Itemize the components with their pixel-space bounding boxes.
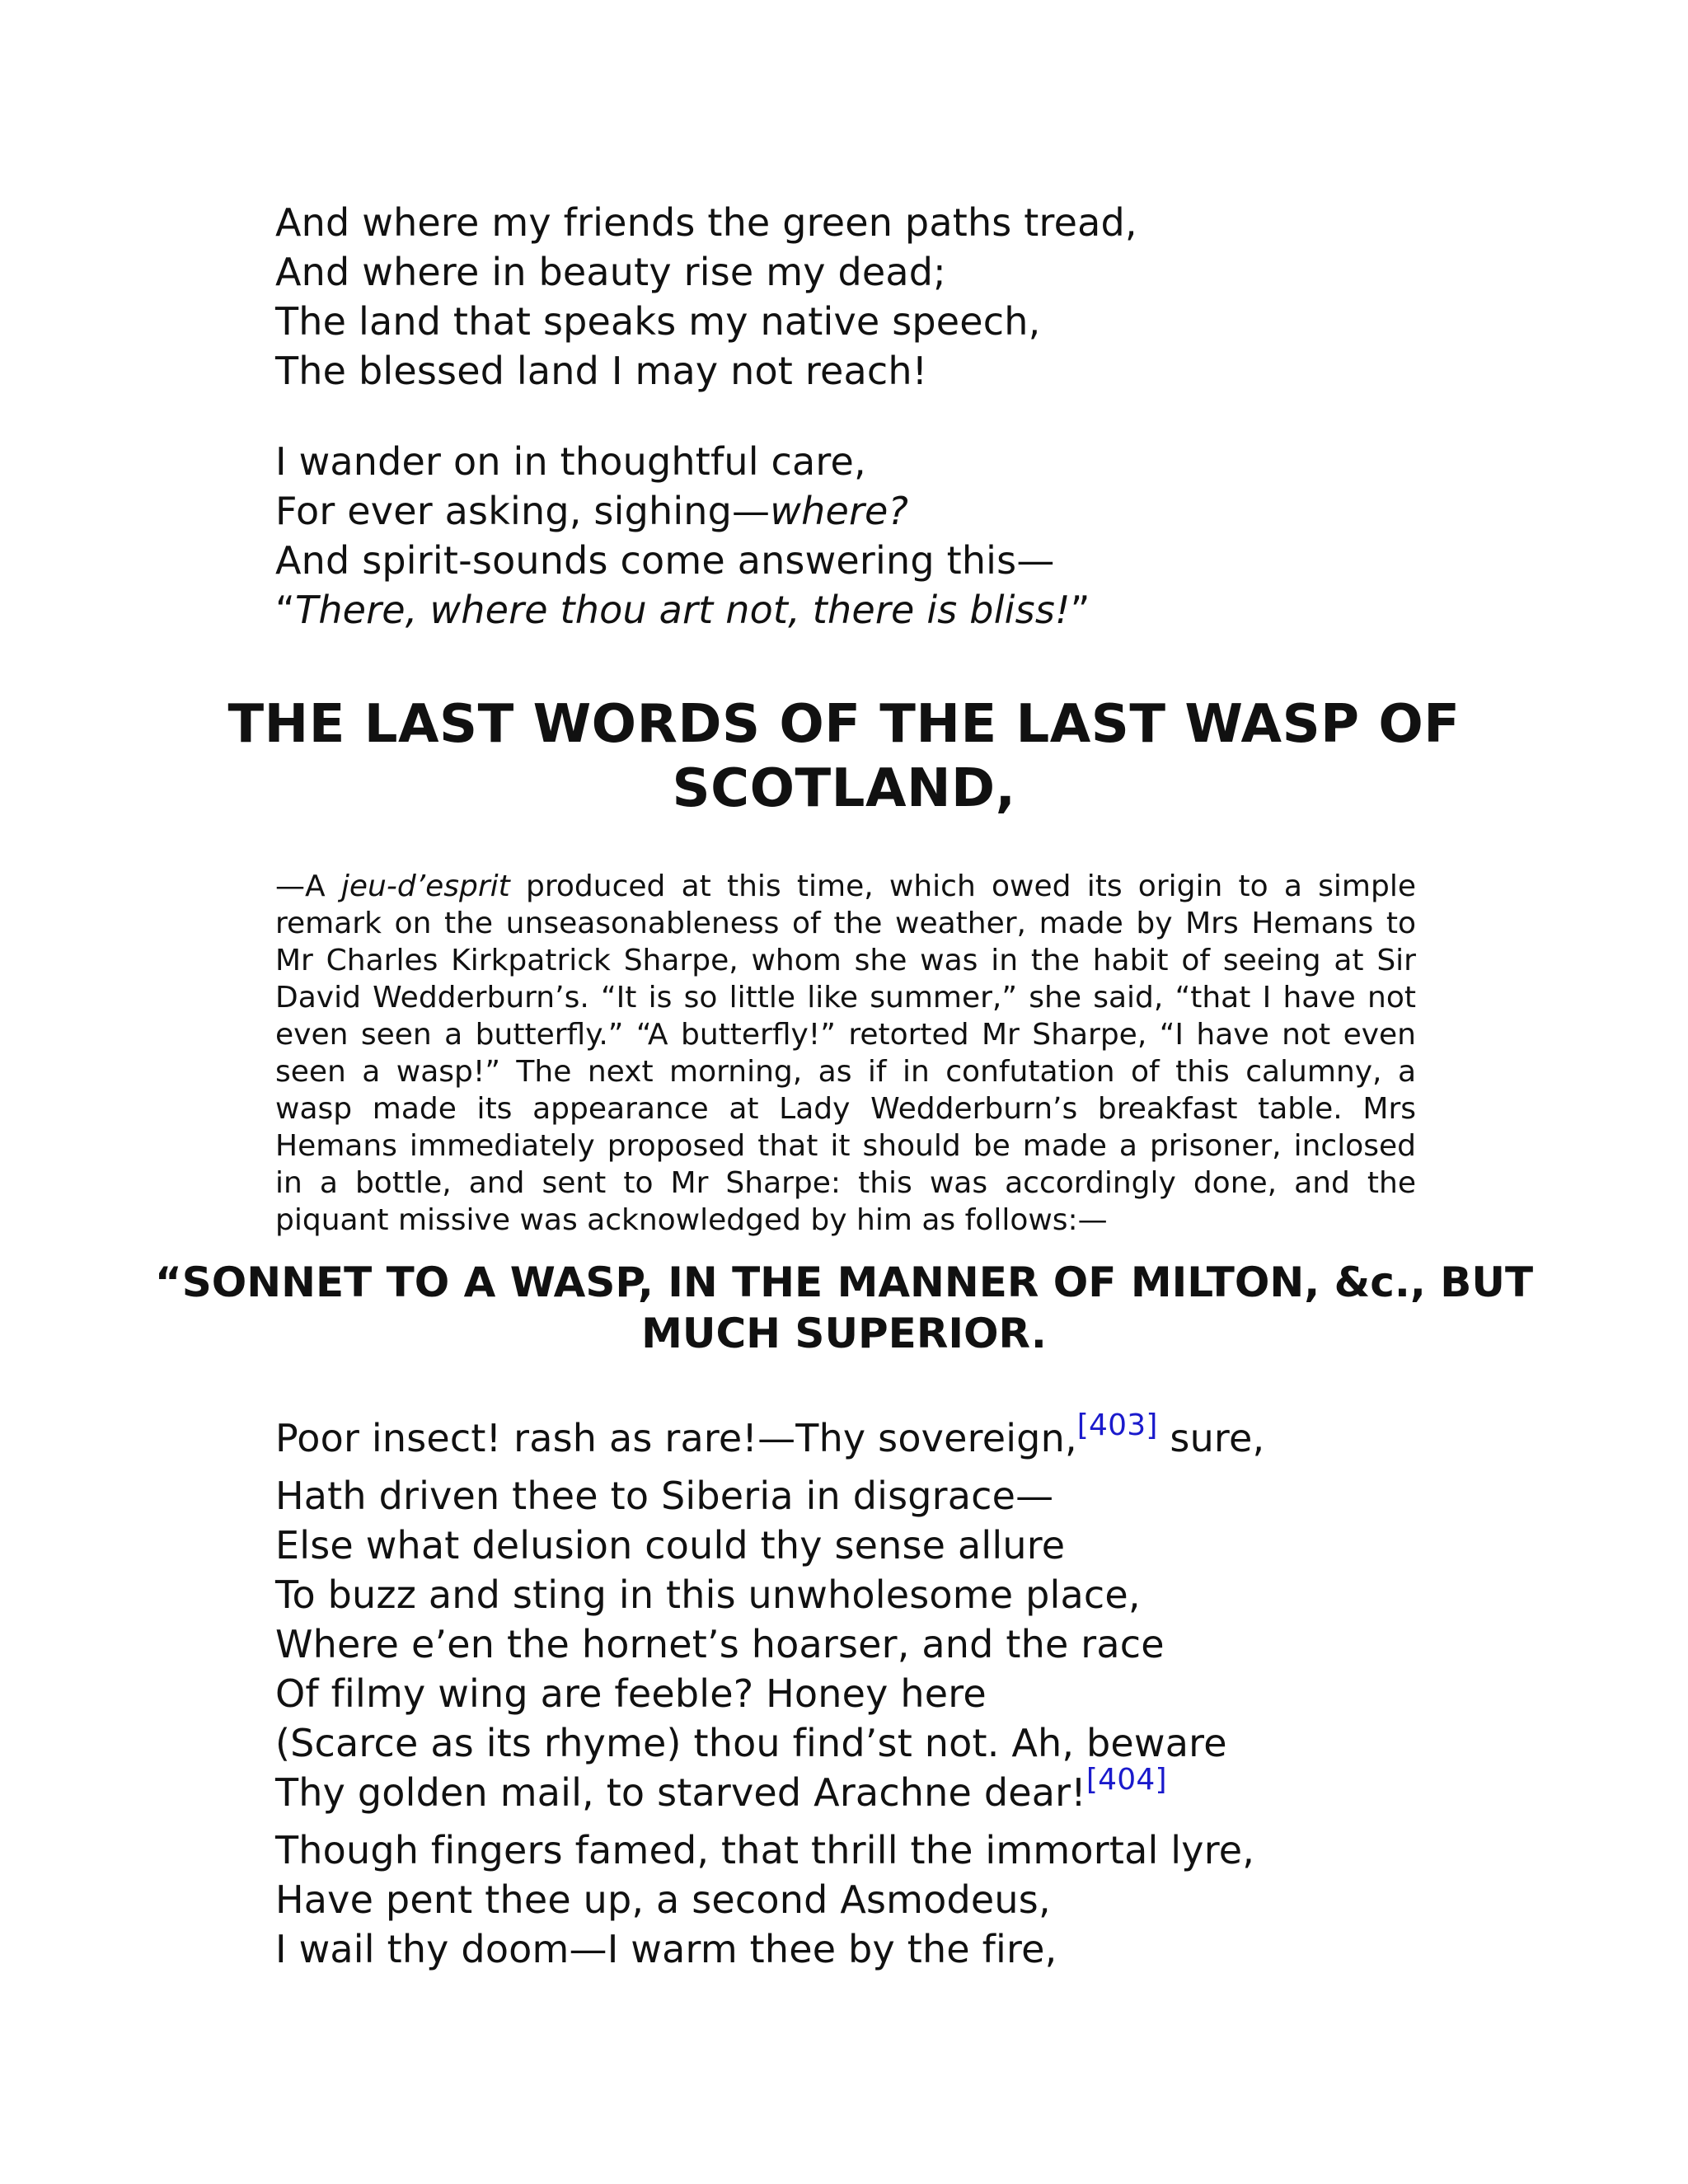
poem-line: I wail thy doom—I warm thee by the fire, bbox=[275, 1927, 1057, 1971]
poem-line: Hath driven thee to Siberia in disgrace— bbox=[275, 1474, 1054, 1518]
section-title bbox=[0, 692, 1688, 821]
poem-text: For ever asking, sighing— bbox=[275, 489, 771, 533]
intro-italic-term: jeu-d’esprit bbox=[340, 869, 510, 903]
intro-text: produced at this time, which owed its origin to a simple remark on the unseasonableness of the weather, made by Mrs Hemans to Mr Charles Kirkpatrick Sharpe, whom she was in the habit of seeing at Sir David Wedderburn’s. “It is so little like summer,” she said, “that I have not even seen a butterfly.” “A butterfly!” retorted Mr Sharpe, “I have not even seen a wasp!” The next morning, as if in confutation of this calumny, a wasp made its appearance at Lady Wedderburn’s breakfast table. Mrs Hemans immediately proposed that it should be made a prisoner, inclosed in a bottle, and sent to Mr Sharpe: this was accordingly done, and the piquant missive was acknowledged by him as follows:— bbox=[275, 869, 1416, 1237]
poem-line: I wander on in thoughtful care, bbox=[275, 439, 866, 484]
poem-text: sure, bbox=[1157, 1416, 1265, 1460]
sonnet-body bbox=[275, 1408, 1265, 1974]
poem-line: And where my friends the green paths tread, bbox=[275, 200, 1137, 245]
poem-line: Have pent thee up, a second Asmodeus, bbox=[275, 1877, 1051, 1922]
poem-line bbox=[275, 585, 1090, 635]
poem-line bbox=[275, 1408, 1265, 1471]
poem-line: Else what delusion could thy sense allure bbox=[275, 1523, 1066, 1568]
open-quote: “ bbox=[275, 588, 296, 632]
footnote-link-404[interactable]: [404] bbox=[1085, 1762, 1167, 1797]
poem-line: And where in beauty rise my dead; bbox=[275, 250, 946, 294]
section-title-line-2: SCOTLAND, bbox=[672, 758, 1016, 819]
close-quote: ” bbox=[1070, 588, 1090, 632]
sonnet-title bbox=[0, 1257, 1688, 1359]
poem-line: Of filmy wing are feeble? Honey here bbox=[275, 1671, 987, 1716]
poem-stanza-2 bbox=[275, 437, 1090, 635]
poem-line: Though fingers famed, that thrill the immortal lyre, bbox=[275, 1828, 1255, 1872]
poem-text: Thy golden mail, to starved Arachne dear! bbox=[275, 1770, 1086, 1815]
sonnet-title-line-1: “SONNET TO A WASP, IN THE MANNER OF MILTON, &c., BUT bbox=[154, 1258, 1534, 1306]
poem-line: To buzz and sting in this unwholesome place, bbox=[275, 1572, 1141, 1617]
poem-stanza-1 bbox=[275, 198, 1137, 396]
poem-line: And spirit-sounds come answering this— bbox=[275, 538, 1055, 583]
poem-line: Where e’en the hornet’s hoarser, and the race bbox=[275, 1622, 1165, 1666]
sonnet-title-line-2: MUCH SUPERIOR. bbox=[641, 1310, 1047, 1357]
poem-italic-text: There, where thou art not, there is bliss! bbox=[295, 588, 1071, 632]
poem-line bbox=[275, 486, 1090, 536]
footnote-link-403[interactable]: [403] bbox=[1076, 1408, 1158, 1442]
poem-line bbox=[275, 1762, 1264, 1825]
intro-paragraph bbox=[275, 868, 1416, 1239]
intro-lead: —A bbox=[275, 869, 341, 903]
poem-text: Poor insect! rash as rare!—Thy sovereign, bbox=[275, 1416, 1077, 1460]
poem-italic-text: where? bbox=[770, 489, 909, 533]
poem-line: (Scarce as its rhyme) thou find’st not. Ah, beware bbox=[275, 1721, 1227, 1765]
poem-line: The land that speaks my native speech, bbox=[275, 299, 1041, 344]
section-title-line-1: THE LAST WORDS OF THE LAST WASP OF bbox=[227, 694, 1461, 755]
poem-line: The blessed land I may not reach! bbox=[275, 349, 928, 393]
